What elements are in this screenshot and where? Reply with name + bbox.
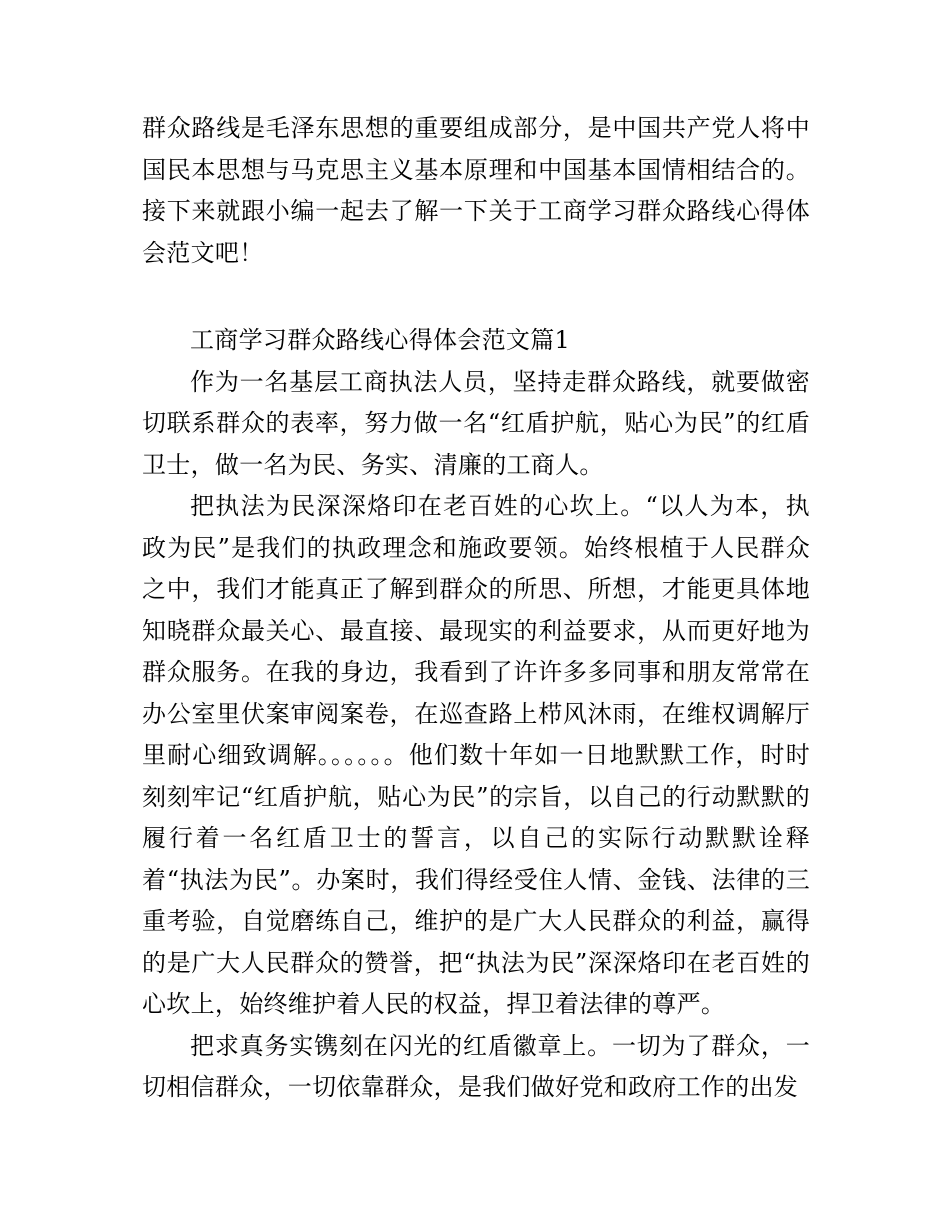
article-body <box>142 320 810 1109</box>
section-title: 工商学习群众路线心得体会范文篇1 <box>190 326 571 354</box>
body-paragraph-3: 把求真务实镌刻在闪光的红盾徽章上。一切为了群众，一切相信群众，一切依靠群众，是我们做好党和政府工作的出发 <box>142 1031 810 1101</box>
body-paragraph-1: 作为一名基层工商执法人员，坚持走群众路线，就要做密切联系群众的表率，努力做一名“红盾护航，贴心为民”的红盾卫士，做一名为民、务实、清廉的工商人。 <box>142 367 810 479</box>
body-paragraph-2: 把执法为民深深烙印在老百姓的心坎上。“以人为本，执政为民”是我们的执政理念和施政要领。始终根植于人民群众之中，我们才能真正了解到群众的所思、所想，才能更具体地知晓群众最关心、最直接、最现实的利益要求，从而更好地为群众服务。在我的身边，我看到了许许多多同事和朋友常常在办公室里伏案审阅案卷，在巡查路上栉风沐雨，在维权调解厅里耐心细致调解。。。。。。他们数十年如一日地默默工作，时时刻刻牢记“红盾护航，贴心为民”的宗旨，以自己的行动默默的履行着一名红盾卫士的誓言，以自己的实际行动默默诠释着“执法为民”。办案时，我们得经受住人情、金钱、法律的三重考验，自觉磨练自己，维护的是广大人民群众的利益，赢得的是广大人民群众的赞誉，把“执法为民”深深烙印在老百姓的心坎上，始终维护着人民的权益，捍卫着法律的尊严。 <box>142 492 810 1018</box>
intro-paragraph: 群众路线是毛泽东思想的重要组成部分，是中国共产党人将中国民本思想与马克思主义基本原理和中国基本国情相结合的。接下来就跟小编一起去了解一下关于工商学习群众路线心得体会范文吧！ <box>142 114 810 267</box>
